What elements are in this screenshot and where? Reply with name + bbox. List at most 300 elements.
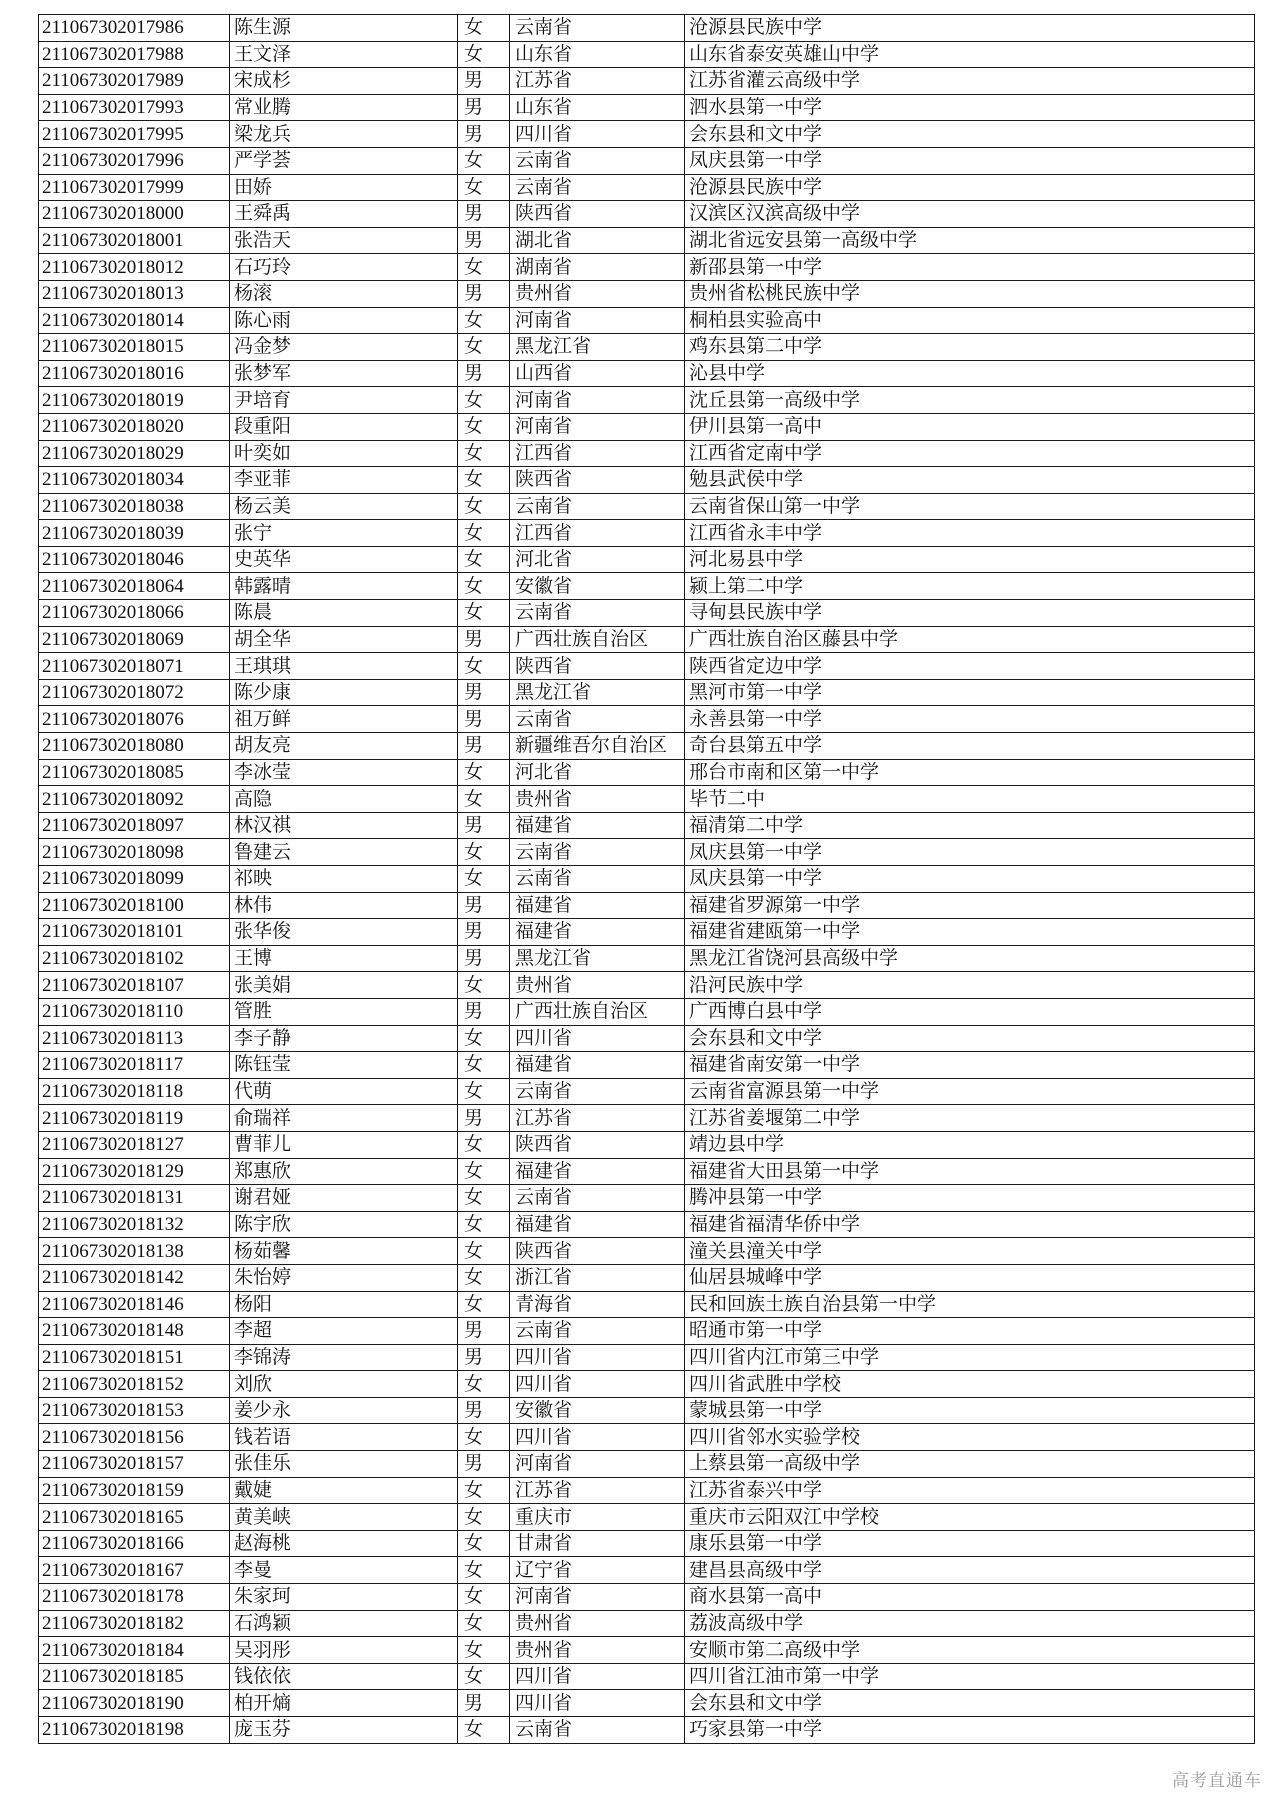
student-name-cell: 张宁 (230, 520, 458, 547)
student-id-cell: 211067302018152 (39, 1371, 230, 1398)
province-cell: 河南省 (510, 307, 685, 334)
student-id-cell: 211067302018117 (39, 1052, 230, 1079)
student-id-cell: 211067302018001 (39, 227, 230, 254)
student-id-cell: 211067302018119 (39, 1105, 230, 1132)
table-row (39, 1557, 1255, 1584)
school-cell: 仙居县城峰中学 (685, 1264, 1255, 1291)
gender-cell: 男 (458, 812, 510, 839)
school-cell: 巧家县第一中学 (685, 1717, 1255, 1744)
gender-cell: 女 (458, 413, 510, 440)
school-cell: 民和回族土族自治县第一中学 (685, 1291, 1255, 1318)
province-cell: 河南省 (510, 387, 685, 414)
table-row (39, 94, 1255, 121)
gender-cell: 男 (458, 280, 510, 307)
student-name-cell: 李曼 (230, 1557, 458, 1584)
table-row (39, 892, 1255, 919)
table-row (39, 733, 1255, 760)
school-cell: 会东县和文中学 (685, 121, 1255, 148)
student-id-cell: 211067302018153 (39, 1397, 230, 1424)
gender-cell: 女 (458, 254, 510, 281)
student-id-cell: 211067302017996 (39, 147, 230, 174)
student-id-cell: 211067302018118 (39, 1078, 230, 1105)
province-cell: 四川省 (510, 1690, 685, 1717)
student-name-cell: 吴羽彤 (230, 1637, 458, 1664)
table-row (39, 520, 1255, 547)
school-cell: 腾冲县第一中学 (685, 1185, 1255, 1212)
table-row (39, 919, 1255, 946)
student-id-cell: 211067302018029 (39, 440, 230, 467)
province-cell: 云南省 (510, 1078, 685, 1105)
province-cell: 云南省 (510, 147, 685, 174)
table-row (39, 41, 1255, 68)
province-cell: 福建省 (510, 1211, 685, 1238)
student-name-cell: 庞玉芬 (230, 1717, 458, 1744)
student-id-cell: 211067302018019 (39, 387, 230, 414)
student-id-cell: 211067302018156 (39, 1424, 230, 1451)
school-cell: 建昌县高级中学 (685, 1557, 1255, 1584)
school-cell: 四川省邻水实验学校 (685, 1424, 1255, 1451)
student-id-cell: 211067302018064 (39, 573, 230, 600)
school-cell: 颍上第二中学 (685, 573, 1255, 600)
student-name-cell: 李冰莹 (230, 759, 458, 786)
school-cell: 四川省江油市第一中学 (685, 1663, 1255, 1690)
province-cell: 广西壮族自治区 (510, 998, 685, 1025)
student-id-cell: 211067302018013 (39, 280, 230, 307)
student-id-cell: 211067302017988 (39, 41, 230, 68)
province-cell: 贵州省 (510, 1610, 685, 1637)
table-row (39, 866, 1255, 893)
school-cell: 福建省建瓯第一中学 (685, 919, 1255, 946)
province-cell: 云南省 (510, 1185, 685, 1212)
student-name-cell: 梁龙兵 (230, 121, 458, 148)
table-row (39, 467, 1255, 494)
province-cell: 贵州省 (510, 1637, 685, 1664)
table-row (39, 227, 1255, 254)
school-cell: 江西省定南中学 (685, 440, 1255, 467)
province-cell: 湖北省 (510, 227, 685, 254)
table-row (39, 1530, 1255, 1557)
gender-cell: 女 (458, 1158, 510, 1185)
school-cell: 商水县第一高中 (685, 1584, 1255, 1611)
gender-cell: 女 (458, 1371, 510, 1398)
gender-cell: 男 (458, 1397, 510, 1424)
province-cell: 江西省 (510, 520, 685, 547)
table-row (39, 174, 1255, 201)
student-name-cell: 张佳乐 (230, 1451, 458, 1478)
gender-cell: 女 (458, 573, 510, 600)
province-cell: 重庆市 (510, 1504, 685, 1531)
student-id-cell: 211067302018190 (39, 1690, 230, 1717)
gender-cell: 男 (458, 706, 510, 733)
student-id-cell: 211067302018101 (39, 919, 230, 946)
province-cell: 广西壮族自治区 (510, 626, 685, 653)
gender-cell: 男 (458, 1451, 510, 1478)
student-name-cell: 钱若语 (230, 1424, 458, 1451)
table-row (39, 945, 1255, 972)
province-cell: 山西省 (510, 360, 685, 387)
school-cell: 桐柏县实验高中 (685, 307, 1255, 334)
gender-cell: 男 (458, 998, 510, 1025)
student-name-cell: 杨茹馨 (230, 1238, 458, 1265)
student-name-cell: 俞瑞祥 (230, 1105, 458, 1132)
school-cell: 湖北省远安县第一高级中学 (685, 227, 1255, 254)
table-row (39, 1131, 1255, 1158)
province-cell: 福建省 (510, 812, 685, 839)
student-id-cell: 211067302018132 (39, 1211, 230, 1238)
table-row (39, 1105, 1255, 1132)
table-row (39, 972, 1255, 999)
school-cell: 汉滨区汉滨高级中学 (685, 201, 1255, 228)
province-cell: 湖南省 (510, 254, 685, 281)
student-name-cell: 胡友亮 (230, 733, 458, 760)
student-name-cell: 姜少永 (230, 1397, 458, 1424)
table-row (39, 1717, 1255, 1744)
table-row (39, 387, 1255, 414)
student-id-cell: 211067302018129 (39, 1158, 230, 1185)
gender-cell: 男 (458, 227, 510, 254)
school-cell: 寻甸县民族中学 (685, 600, 1255, 627)
student-name-cell: 柏开熵 (230, 1690, 458, 1717)
gender-cell: 女 (458, 1238, 510, 1265)
student-name-cell: 陈晨 (230, 600, 458, 627)
table-row (39, 493, 1255, 520)
table-row (39, 812, 1255, 839)
province-cell: 云南省 (510, 493, 685, 520)
table-row (39, 201, 1255, 228)
school-cell: 永善县第一中学 (685, 706, 1255, 733)
student-id-cell: 211067302018113 (39, 1025, 230, 1052)
school-cell: 江苏省姜堰第二中学 (685, 1105, 1255, 1132)
student-id-cell: 211067302018131 (39, 1185, 230, 1212)
student-name-cell: 朱家珂 (230, 1584, 458, 1611)
student-name-cell: 陈生源 (230, 15, 458, 42)
school-cell: 沧源县民族中学 (685, 174, 1255, 201)
table-row (39, 706, 1255, 733)
student-id-cell: 211067302018110 (39, 998, 230, 1025)
student-name-cell: 李子静 (230, 1025, 458, 1052)
table-row (39, 1477, 1255, 1504)
gender-cell: 女 (458, 307, 510, 334)
province-cell: 四川省 (510, 121, 685, 148)
school-cell: 凤庆县第一中学 (685, 839, 1255, 866)
school-cell: 四川省武胜中学校 (685, 1371, 1255, 1398)
student-name-cell: 张梦军 (230, 360, 458, 387)
province-cell: 四川省 (510, 1025, 685, 1052)
student-id-cell: 211067302017986 (39, 15, 230, 42)
student-id-cell: 211067302018159 (39, 1477, 230, 1504)
province-cell: 安徽省 (510, 573, 685, 600)
table-row (39, 1397, 1255, 1424)
gender-cell: 女 (458, 600, 510, 627)
student-id-cell: 211067302017995 (39, 121, 230, 148)
gender-cell: 女 (458, 1663, 510, 1690)
student-name-cell: 严学荟 (230, 147, 458, 174)
student-name-cell: 张美娟 (230, 972, 458, 999)
province-cell: 山东省 (510, 41, 685, 68)
school-cell: 黑河市第一中学 (685, 679, 1255, 706)
province-cell: 陕西省 (510, 653, 685, 680)
school-cell: 毕节二中 (685, 786, 1255, 813)
student-name-cell: 尹培育 (230, 387, 458, 414)
student-name-cell: 王博 (230, 945, 458, 972)
school-cell: 安顺市第二高级中学 (685, 1637, 1255, 1664)
school-cell: 沧源县民族中学 (685, 15, 1255, 42)
gender-cell: 女 (458, 147, 510, 174)
student-id-cell: 211067302018198 (39, 1717, 230, 1744)
school-cell: 泗水县第一中学 (685, 94, 1255, 121)
gender-cell: 男 (458, 892, 510, 919)
student-id-cell: 211067302018157 (39, 1451, 230, 1478)
school-cell: 昭通市第一中学 (685, 1318, 1255, 1345)
school-cell: 奇台县第五中学 (685, 733, 1255, 760)
school-cell: 福建省福清华侨中学 (685, 1211, 1255, 1238)
province-cell: 陕西省 (510, 1131, 685, 1158)
student-name-cell: 史英华 (230, 546, 458, 573)
student-id-cell: 211067302018099 (39, 866, 230, 893)
school-cell: 沿河民族中学 (685, 972, 1255, 999)
student-name-cell: 石鸿颖 (230, 1610, 458, 1637)
student-id-cell: 211067302018071 (39, 653, 230, 680)
gender-cell: 女 (458, 493, 510, 520)
student-id-cell: 211067302018184 (39, 1637, 230, 1664)
table-row (39, 1451, 1255, 1478)
table-row (39, 546, 1255, 573)
gender-cell: 女 (458, 1025, 510, 1052)
province-cell: 河南省 (510, 413, 685, 440)
table-row (39, 147, 1255, 174)
province-cell: 陕西省 (510, 1238, 685, 1265)
student-name-cell: 林伟 (230, 892, 458, 919)
student-id-cell: 211067302018102 (39, 945, 230, 972)
school-cell: 勉县武侯中学 (685, 467, 1255, 494)
gender-cell: 男 (458, 1318, 510, 1345)
gender-cell: 女 (458, 1078, 510, 1105)
student-id-cell: 211067302018020 (39, 413, 230, 440)
school-cell: 云南省保山第一中学 (685, 493, 1255, 520)
student-id-cell: 211067302018016 (39, 360, 230, 387)
province-cell: 四川省 (510, 1424, 685, 1451)
student-id-cell: 211067302018107 (39, 972, 230, 999)
student-id-cell: 211067302018080 (39, 733, 230, 760)
table-row (39, 600, 1255, 627)
gender-cell: 女 (458, 1557, 510, 1584)
province-cell: 黑龙江省 (510, 945, 685, 972)
gender-cell: 女 (458, 1477, 510, 1504)
gender-cell: 女 (458, 387, 510, 414)
gender-cell: 女 (458, 174, 510, 201)
school-cell: 潼关县潼关中学 (685, 1238, 1255, 1265)
student-name-cell: 叶奕如 (230, 440, 458, 467)
table-row (39, 334, 1255, 361)
student-name-cell: 朱怡婷 (230, 1264, 458, 1291)
table-row (39, 573, 1255, 600)
student-name-cell: 赵海桃 (230, 1530, 458, 1557)
school-cell: 伊川县第一高中 (685, 413, 1255, 440)
student-id-cell: 211067302017993 (39, 94, 230, 121)
student-id-cell: 211067302018092 (39, 786, 230, 813)
province-cell: 河南省 (510, 1451, 685, 1478)
province-cell: 黑龙江省 (510, 679, 685, 706)
student-id-cell: 211067302018012 (39, 254, 230, 281)
student-id-cell: 211067302018142 (39, 1264, 230, 1291)
gender-cell: 男 (458, 919, 510, 946)
school-cell: 靖边县中学 (685, 1131, 1255, 1158)
student-id-cell: 211067302017999 (39, 174, 230, 201)
student-name-cell: 田娇 (230, 174, 458, 201)
gender-cell: 男 (458, 626, 510, 653)
gender-cell: 女 (458, 839, 510, 866)
student-name-cell: 张浩天 (230, 227, 458, 254)
student-id-cell: 211067302018076 (39, 706, 230, 733)
student-id-cell: 211067302018066 (39, 600, 230, 627)
gender-cell: 女 (458, 1131, 510, 1158)
student-name-cell: 杨滚 (230, 280, 458, 307)
school-cell: 河北易县中学 (685, 546, 1255, 573)
table-row (39, 653, 1255, 680)
student-name-cell: 张华俊 (230, 919, 458, 946)
gender-cell: 女 (458, 1424, 510, 1451)
gender-cell: 女 (458, 520, 510, 547)
student-name-cell: 冯金梦 (230, 334, 458, 361)
province-cell: 贵州省 (510, 972, 685, 999)
school-cell: 黑龙江省饶河县高级中学 (685, 945, 1255, 972)
table-row (39, 360, 1255, 387)
student-id-cell: 211067302018185 (39, 1663, 230, 1690)
student-id-cell: 211067302018072 (39, 679, 230, 706)
school-cell: 会东县和文中学 (685, 1690, 1255, 1717)
gender-cell: 女 (458, 759, 510, 786)
student-name-cell: 陈钰莹 (230, 1052, 458, 1079)
school-cell: 贵州省松桃民族中学 (685, 280, 1255, 307)
table-row (39, 440, 1255, 467)
student-id-cell: 211067302018038 (39, 493, 230, 520)
table-row (39, 1318, 1255, 1345)
gender-cell: 男 (458, 1344, 510, 1371)
school-cell: 蒙城县第一中学 (685, 1397, 1255, 1424)
table-row (39, 307, 1255, 334)
gender-cell: 女 (458, 1185, 510, 1212)
gender-cell: 女 (458, 1637, 510, 1664)
student-name-cell: 郑惠欣 (230, 1158, 458, 1185)
student-name-cell: 陈心雨 (230, 307, 458, 334)
student-name-cell: 陈少康 (230, 679, 458, 706)
student-id-cell: 211067302018127 (39, 1131, 230, 1158)
province-cell: 贵州省 (510, 786, 685, 813)
table-row (39, 1610, 1255, 1637)
gender-cell: 男 (458, 201, 510, 228)
gender-cell: 男 (458, 733, 510, 760)
student-name-cell: 刘欣 (230, 1371, 458, 1398)
province-cell: 福建省 (510, 1158, 685, 1185)
table-row (39, 1690, 1255, 1717)
province-cell: 云南省 (510, 174, 685, 201)
province-cell: 新疆维吾尔自治区 (510, 733, 685, 760)
gender-cell: 男 (458, 68, 510, 95)
table-row (39, 1264, 1255, 1291)
gender-cell: 女 (458, 334, 510, 361)
school-cell: 荔波高级中学 (685, 1610, 1255, 1637)
table-row (39, 626, 1255, 653)
school-cell: 凤庆县第一中学 (685, 866, 1255, 893)
province-cell: 云南省 (510, 1318, 685, 1345)
gender-cell: 男 (458, 945, 510, 972)
school-cell: 四川省内江市第三中学 (685, 1344, 1255, 1371)
table-row (39, 413, 1255, 440)
student-name-cell: 韩露晴 (230, 573, 458, 600)
table-row (39, 1158, 1255, 1185)
student-id-cell: 211067302018138 (39, 1238, 230, 1265)
table-row (39, 15, 1255, 42)
gender-cell: 女 (458, 15, 510, 42)
student-name-cell: 李亚菲 (230, 467, 458, 494)
school-cell: 江苏省泰兴中学 (685, 1477, 1255, 1504)
student-name-cell: 常业腾 (230, 94, 458, 121)
student-id-cell: 211067302018182 (39, 1610, 230, 1637)
gender-cell: 女 (458, 1530, 510, 1557)
province-cell: 陕西省 (510, 201, 685, 228)
school-cell: 福建省大田县第一中学 (685, 1158, 1255, 1185)
table-row (39, 1424, 1255, 1451)
school-cell: 新邵县第一中学 (685, 254, 1255, 281)
table-row (39, 1291, 1255, 1318)
province-cell: 山东省 (510, 94, 685, 121)
table-row (39, 1185, 1255, 1212)
table-row (39, 1238, 1255, 1265)
student-name-cell: 谢君娅 (230, 1185, 458, 1212)
school-cell: 云南省富源县第一中学 (685, 1078, 1255, 1105)
table-row (39, 1025, 1255, 1052)
gender-cell: 女 (458, 653, 510, 680)
province-cell: 甘肃省 (510, 1530, 685, 1557)
school-cell: 福清第二中学 (685, 812, 1255, 839)
student-name-cell: 鲁建云 (230, 839, 458, 866)
student-name-cell: 戴婕 (230, 1477, 458, 1504)
gender-cell: 女 (458, 440, 510, 467)
province-cell: 四川省 (510, 1371, 685, 1398)
gender-cell: 女 (458, 1717, 510, 1744)
student-name-cell: 林汉祺 (230, 812, 458, 839)
province-cell: 浙江省 (510, 1264, 685, 1291)
province-cell: 辽宁省 (510, 1557, 685, 1584)
province-cell: 福建省 (510, 919, 685, 946)
school-cell: 陕西省定边中学 (685, 653, 1255, 680)
table-row (39, 1584, 1255, 1611)
table-row (39, 759, 1255, 786)
school-cell: 福建省南安第一中学 (685, 1052, 1255, 1079)
student-name-cell: 王舜禹 (230, 201, 458, 228)
table-row (39, 1637, 1255, 1664)
province-cell: 陕西省 (510, 467, 685, 494)
student-name-cell: 代萌 (230, 1078, 458, 1105)
student-name-cell: 钱依依 (230, 1663, 458, 1690)
student-name-cell: 杨阳 (230, 1291, 458, 1318)
gender-cell: 男 (458, 360, 510, 387)
gender-cell: 女 (458, 1052, 510, 1079)
student-id-cell: 211067302018085 (39, 759, 230, 786)
gender-cell: 女 (458, 1504, 510, 1531)
school-cell: 广西博白县中学 (685, 998, 1255, 1025)
table-row (39, 1663, 1255, 1690)
table-row (39, 1078, 1255, 1105)
table-row (39, 1344, 1255, 1371)
student-id-cell: 211067302018034 (39, 467, 230, 494)
province-cell: 河北省 (510, 546, 685, 573)
gender-cell: 男 (458, 1105, 510, 1132)
student-id-cell: 211067302018178 (39, 1584, 230, 1611)
table-row (39, 1504, 1255, 1531)
gender-cell: 男 (458, 1690, 510, 1717)
province-cell: 福建省 (510, 892, 685, 919)
